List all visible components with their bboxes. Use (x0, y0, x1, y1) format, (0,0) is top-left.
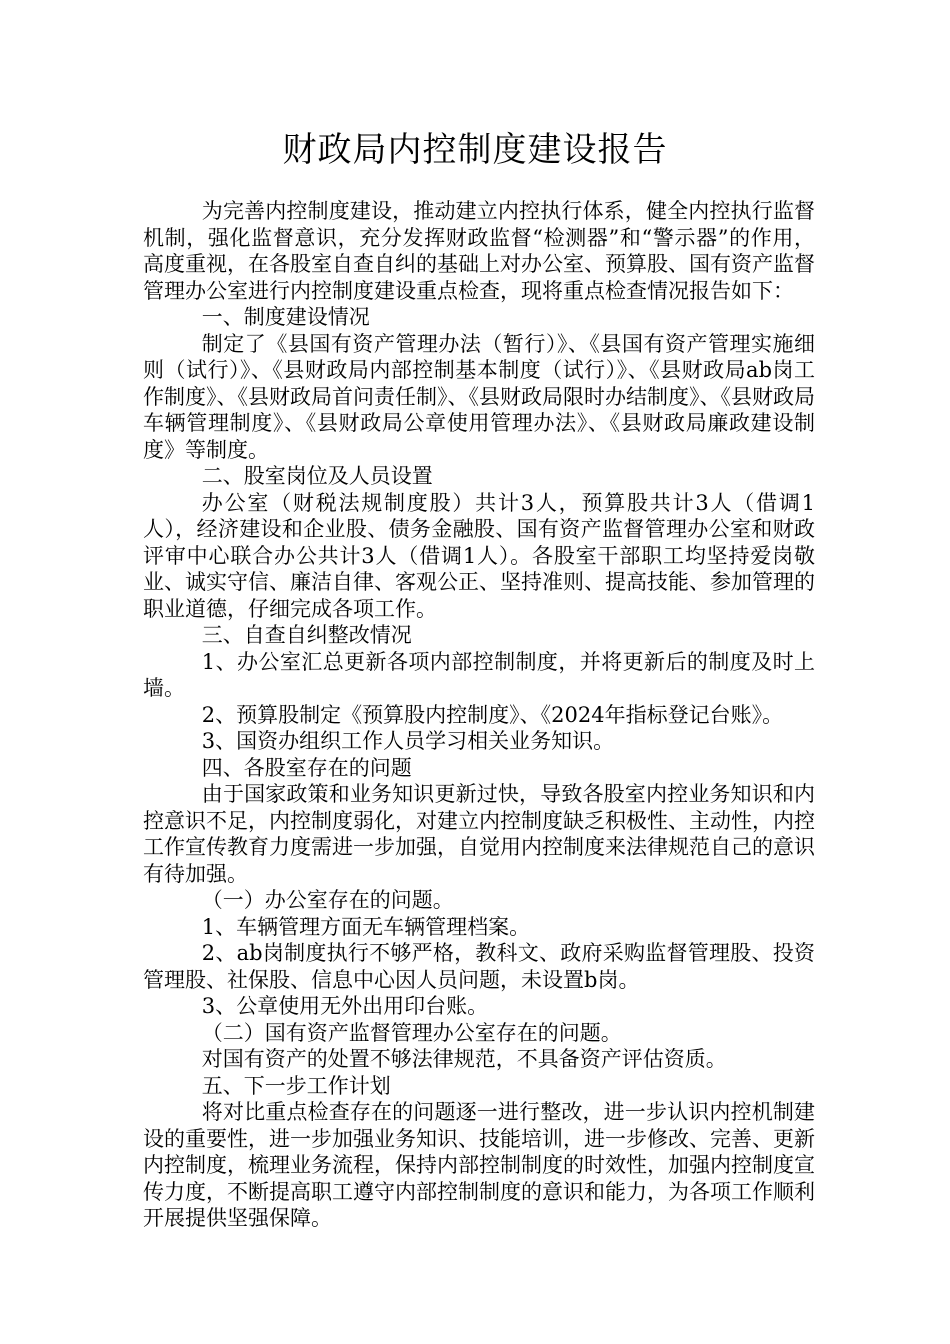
section-2-paragraph: 办公室（财税法规制度股）共计3人，预算股共计3人（借调1人），经济建设和企业股、债务金融股、国有资产监督管理办公室和财政评审中心联合办公共计3人（借调1人）。各股室干部职工均坚持爱岗敬业、诚实守信、廉洁自律、客观公正、坚持准则、提高技能、参加管理的职业道德，仔细完成各项工作。 (143, 490, 815, 621)
section-heading-2: 二、股室岗位及人员设置 (201, 464, 433, 488)
section-heading-3: 三、自查自纠整改情况 (201, 623, 412, 647)
section-heading-4: 四、各股室存在的问题 (201, 755, 412, 780)
section-3-item-2: 2、预算股制定《预算股内控制度》、《2024年指标登记台账》。 (201, 702, 784, 727)
document-body (143, 198, 815, 1232)
subsection-1-item-3: 3、公章使用无外出用印台账。 (201, 994, 489, 1018)
section-heading-1: 一、制度建设情况 (201, 305, 370, 329)
subsection-1-item-1: 1、车辆管理方面无车辆管理档案。 (201, 914, 531, 939)
subsection-1-item-2: 2、ab岗制度执行不够严格，教科文、政府采购监督管理股、投资管理股、社保股、信息中心因人员问题，未设置b岗。 (143, 941, 815, 992)
section-4-paragraph: 由于国家政策和业务知识更新过快，导致各股室内控业务知识和内控意识不足，内控制度弱化，对建立内控制度缺乏积极性、主动性，内控工作宣传教育力度需进一步加强，自觉用内控制度来法律规范自己的意识有待加强。 (143, 782, 815, 886)
intro-paragraph: 为完善内控制度建设，推动建立内控执行体系，健全内控执行监督机制，强化监督意识，充分发挥财政监督“检测器”和“警示器”的作用，高度重视，在各股室自查自纠的基础上对办公室、预算股、国有资产监督管理办公室进行内控制度建设重点检查，现将重点检查情况报告如下： (143, 199, 815, 303)
subsection-heading-2: （二）国有资产监督管理办公室存在的问题。 (201, 1020, 622, 1045)
section-heading-5: 五、下一步工作计划 (201, 1073, 391, 1098)
section-3-item-1: 1、办公室汇总更新各项内部控制制度，并将更新后的制度及时上墙。 (143, 649, 815, 700)
subsection-2-paragraph: 对国有资产的处置不够法律规范，不具备资产评估资质。 (201, 1047, 727, 1071)
section-3-item-3: 3、国资办组织工作人员学习相关业务知识。 (201, 729, 615, 753)
section-1-paragraph: 制定了《县国有资产管理办法（暂行）》、《县国有资产管理实施细则（试行）》、《县财政局内部控制基本制度（试行）》、《县财政局ab岗工作制度》、《县财政局首问责任制》、《县财政局限时办结制度》、《县财政局车辆管理制度》、《县财政局公章使用管理办法》、《县财政局廉政建设制度》等制度。 (143, 331, 815, 462)
subsection-heading-1: （一）办公室存在的问题。 (201, 888, 454, 912)
document-title: 财政局内控制度建设报告 (282, 130, 668, 170)
section-5-paragraph: 将对比重点检查存在的问题逐一进行整改，进一步认识内控机制建设的重要性，进一步加强业务知识、技能培训，进一步修改、完善、更新内控制度，梳理业务流程，保持内部控制制度的时效性，加强内控制度宣传力度，不断提高职工遵守内部控制制度的意识和能力，为各项工作顺利开展提供坚强保障。 (143, 1100, 815, 1230)
